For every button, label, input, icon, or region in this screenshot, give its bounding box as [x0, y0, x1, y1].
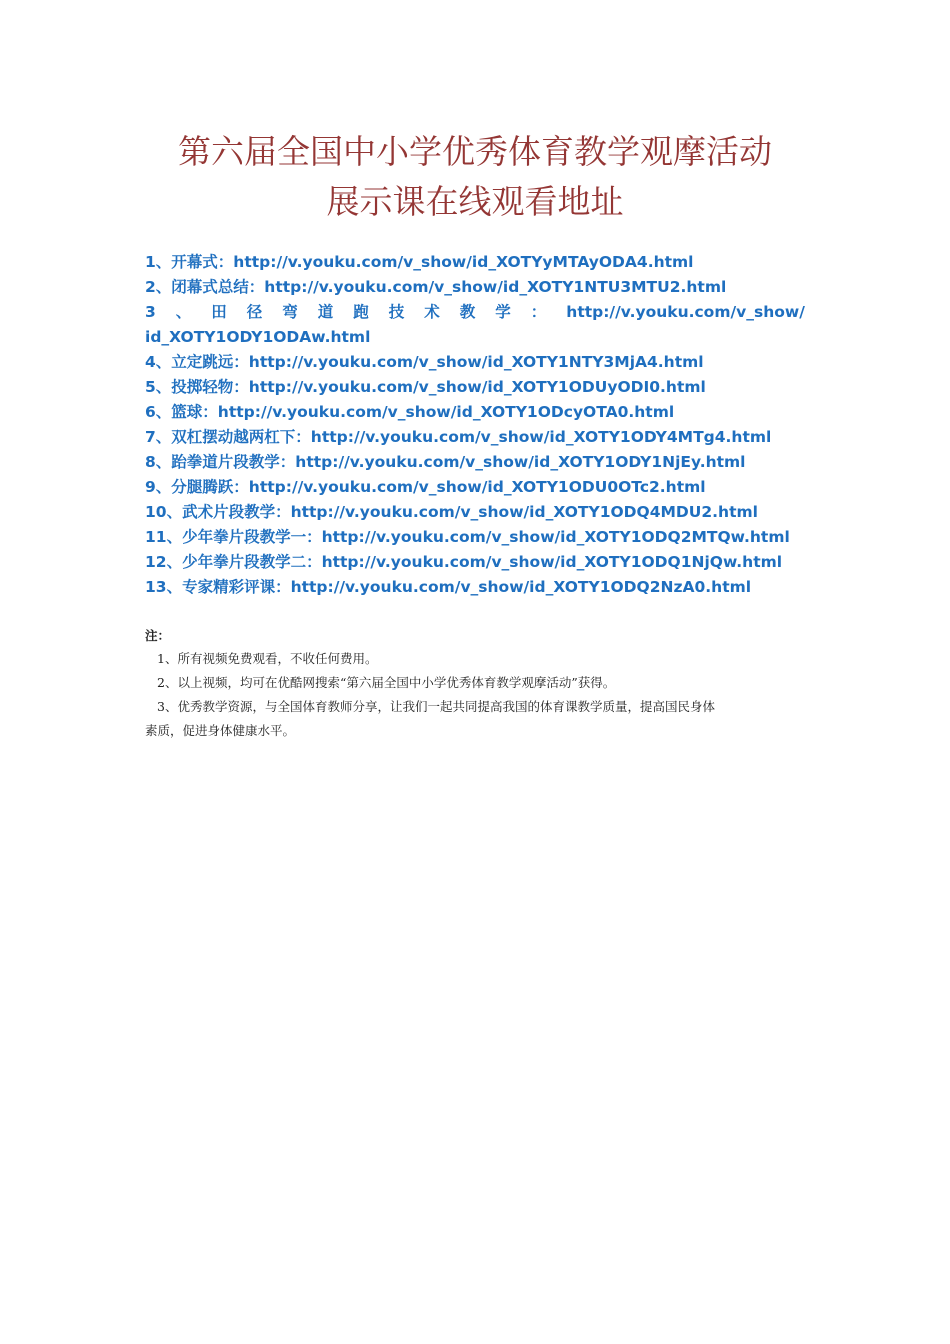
note-item-3: 3、优秀教学资源，与全国体育教师分享，让我们一起共同提高我国的体育课教学质量，提高国民身体: [157, 699, 715, 714]
document-title-line-1: 第六届全国中小学优秀体育教学观摩活动: [178, 132, 772, 171]
link-label: 1、开幕式：: [145, 253, 234, 271]
link-label: 4、立定跳远：: [145, 353, 249, 371]
link-url[interactable]: http://v.youku.com/v_show/id_XOTY1NTY3MjA4.html: [248, 353, 704, 371]
link-label-char: 术: [424, 303, 440, 321]
link-item-11: [145, 525, 805, 550]
link-url[interactable]: http://v.youku.com/v_show/id_XOTY1NTU3MTU2.html: [264, 278, 727, 296]
link-item-12: [145, 550, 805, 575]
link-label: 12、少年拳片段教学二：: [145, 553, 322, 571]
link-item-3: [145, 300, 805, 350]
link-url-part-1[interactable]: http://v.youku.com/v_show/: [566, 303, 805, 321]
link-label: 11、少年拳片段教学一：: [145, 528, 322, 546]
link-url[interactable]: http://v.youku.com/v_show/id_XOTY1ODQ4MDU2.html: [290, 503, 758, 521]
link-item-4: [145, 350, 805, 375]
link-item-8: [145, 450, 805, 475]
link-label: 10、武术片段教学：: [145, 503, 291, 521]
link-label: 7、双杠摆动越两杠下：: [145, 428, 311, 446]
link-label-char: 技: [388, 303, 405, 321]
link-url[interactable]: http://v.youku.com/v_show/id_XOTYyMTAyODA4.html: [233, 253, 694, 271]
link-label: 2、闭幕式总结：: [145, 278, 265, 296]
link-url[interactable]: http://v.youku.com/v_show/id_XOTY1ODcyOTA0.html: [217, 403, 675, 421]
link-item-13: [145, 575, 805, 600]
link-item-5: [145, 375, 805, 400]
note-item-3-continued: 素质，促进身体健康水平。: [145, 723, 296, 738]
link-label-char: 学: [495, 303, 511, 321]
link-url[interactable]: http://v.youku.com/v_show/id_XOTY1ODQ1NjQw.html: [321, 553, 783, 571]
link-item-6: [145, 400, 805, 425]
link-url[interactable]: http://v.youku.com/v_show/id_XOTY1ODY1NjEy.html: [295, 453, 746, 471]
link-label-char: 径: [246, 303, 263, 321]
link-url-part-2[interactable]: id_XOTY1ODY1ODAw.html: [145, 328, 371, 346]
link-url[interactable]: http://v.youku.com/v_show/id_XOTY1ODU0OTc2.html: [248, 478, 706, 496]
link-label-char: 道: [317, 303, 334, 321]
link-item-2: [145, 275, 805, 300]
link-label-char: 田: [211, 303, 227, 321]
link-item-10: [145, 500, 805, 525]
link-label-char: 3: [145, 303, 156, 321]
link-label-char: 教: [459, 303, 476, 321]
link-label-char: 跑: [353, 303, 369, 321]
link-label-char: ：: [530, 303, 547, 321]
link-item-3-line-2: [145, 325, 805, 350]
link-label: 13、专家精彩评课：: [145, 578, 291, 596]
link-item-1: [145, 250, 805, 275]
link-url[interactable]: http://v.youku.com/v_show/id_XOTY1ODQ2NzA0.html: [290, 578, 752, 596]
document-title-line-2: 展示课在线观看地址: [326, 182, 624, 221]
link-url[interactable]: http://v.youku.com/v_show/id_XOTY1ODY4MTg4.html: [310, 428, 772, 446]
link-label-char: 弯: [282, 303, 298, 321]
note-item-2: 2、以上视频，均可在优酷网搜索“第六届全国中小学优秀体育教学观摩活动”获得。: [157, 675, 616, 690]
link-url[interactable]: http://v.youku.com/v_show/id_XOTY1ODQ2MTQw.html: [321, 528, 790, 546]
note-item-1: 1、所有视频免费观看，不收任何费用。: [157, 651, 378, 666]
notes-section: [145, 625, 805, 743]
link-item-9: [145, 475, 805, 500]
link-label: 5、投掷轻物：: [145, 378, 249, 396]
link-label: 6、篮球：: [145, 403, 218, 421]
link-label: 8、跆拳道片段教学：: [145, 453, 296, 471]
notes-title: 注：: [145, 628, 171, 643]
link-label: 9、分腿腾跃：: [145, 478, 249, 496]
link-label-char: 、: [175, 303, 192, 321]
link-item-3-line-1: [145, 300, 805, 325]
link-item-7: [145, 425, 805, 450]
link-url[interactable]: http://v.youku.com/v_show/id_XOTY1ODUyODI0.html: [248, 378, 706, 396]
video-link-list: [145, 250, 805, 600]
